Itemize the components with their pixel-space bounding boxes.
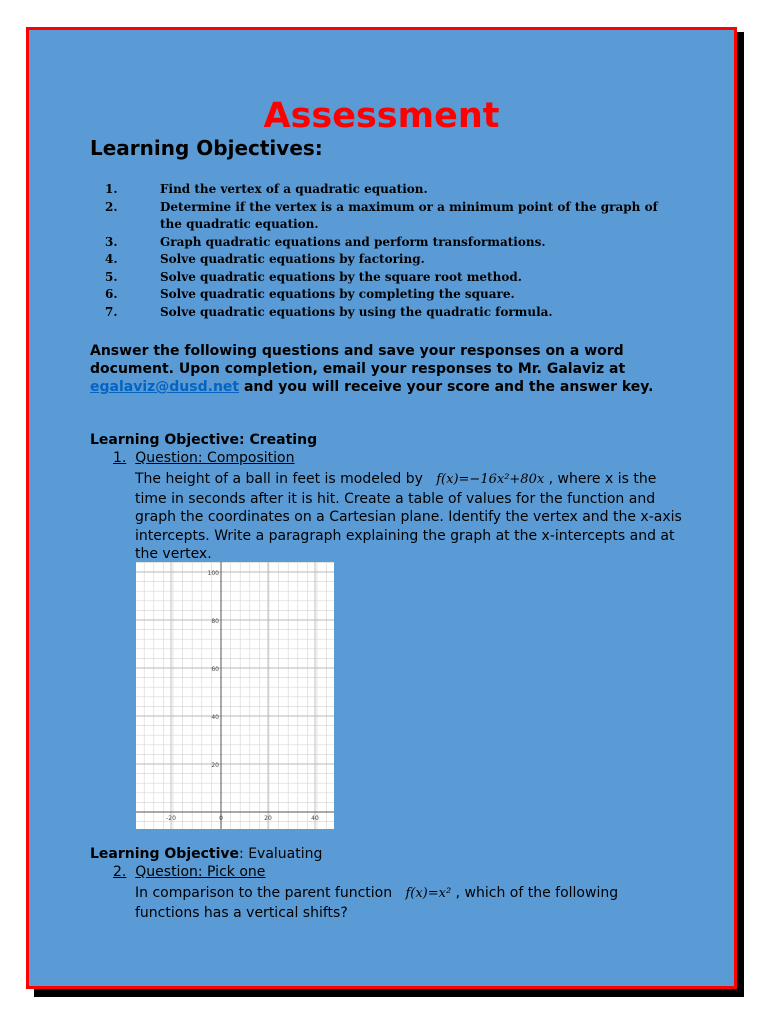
section-creating-title: Learning Objective: Creating <box>90 432 318 448</box>
equation-parent: f(x)=x² <box>405 886 452 901</box>
assessment-page <box>26 27 737 989</box>
list-item: 2. Determine if the vertex is a maximum or a minimum point of the graph of the quadratic equation. <box>105 199 658 231</box>
page-title: Assessment <box>263 96 500 136</box>
instructions-paragraph: Answer the following questions and save your responses on a word document. Upon completion, email your responses to Mr. Galaviz at egalaviz@dusd.net and you will receive your score and the answer key. <box>90 343 654 395</box>
x-tick-label: -20 <box>166 815 176 822</box>
question-2-text: In comparison to the parent function f(x)=x² , which of the following functions has a vertical shifts? <box>135 885 619 921</box>
x-tick-label: 20 <box>264 815 272 822</box>
question-1-heading: 1. Question: Composition <box>113 450 295 466</box>
y-tick-label: 60 <box>211 666 219 673</box>
question-1-text: The height of a ball in feet is modeled by f(x)=−16x²+80x , where x is the time in seconds after it is hit. Create a table of values for the function and graph the coordinates on a Cartesian plane. Identify the vertex and the x-axis intercepts. Write a paragraph explaining the graph at the x-intercepts and at the vertex. <box>135 471 682 562</box>
list-item: 6. Solve quadratic equations by completing the square. <box>105 287 515 301</box>
x-tick-label: 40 <box>311 815 319 822</box>
list-item: 7. Solve quadratic equations by using the quadratic formula. <box>105 304 553 319</box>
list-item: 5. Solve quadratic equations by the square root method. <box>105 269 522 284</box>
email-link[interactable]: egalaviz@dusd.net <box>90 379 240 395</box>
question-2-heading: 2. Question: Pick one <box>113 864 266 880</box>
objectives-list <box>105 181 675 321</box>
y-tick-label: 40 <box>211 714 219 721</box>
list-item: 3. Graph quadratic equations and perform transformations. <box>105 234 546 249</box>
y-tick-label: 80 <box>211 618 219 625</box>
x-tick-label: 0 <box>219 815 223 822</box>
graph-grid <box>136 562 334 829</box>
learning-objectives-heading: Learning Objectives: <box>90 136 323 160</box>
cartesian-graph <box>136 562 334 829</box>
list-item: 1. Find the vertex of a quadratic equation. <box>105 182 428 196</box>
y-tick-label: 20 <box>211 762 219 769</box>
equation-height: f(x)=−16x²+80x <box>436 472 545 487</box>
section-evaluating-title: Learning Objective: Evaluating <box>90 846 323 862</box>
list-item: 4. Solve quadratic equations by factoring. <box>105 252 425 266</box>
y-tick-label: 100 <box>207 570 219 577</box>
